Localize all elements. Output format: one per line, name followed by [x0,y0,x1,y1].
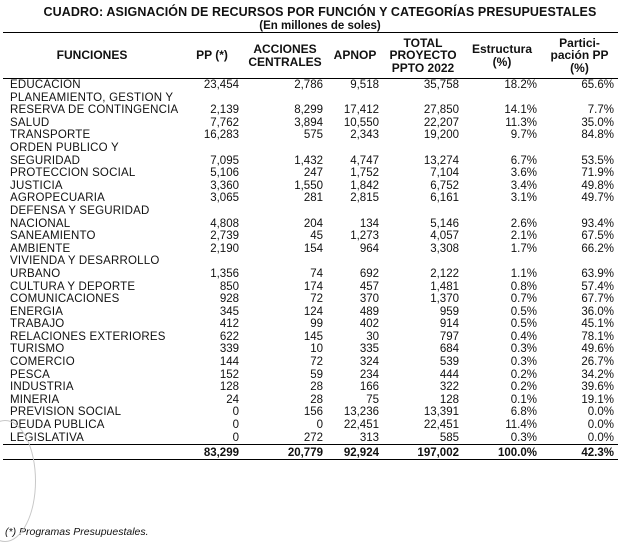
total-cell: 128 [439,393,459,406]
pp-cell: 3,065 [210,192,239,205]
apnop-cell: 324 [359,356,379,369]
table-row [3,142,618,167]
participacion-cell: 63.9% [581,267,614,280]
pp-cell: 7,095 [210,154,239,167]
apnop-cell: 10,550 [343,116,379,129]
apnop-cell: 489 [359,305,379,318]
apnop-cell: 75 [366,393,379,406]
table-row [3,318,618,331]
total-cell: 322 [439,381,459,394]
total-cell: 914 [439,318,459,331]
total-pp-cell: 83,299 [181,445,243,460]
footnote: (*) Programas Presupuestales. [5,526,149,538]
acciones-cell: 28 [310,381,323,394]
total-cell: 19,200 [423,129,459,142]
table-row [3,419,618,432]
apnop-cell: 134 [359,217,379,230]
function-name-cell: RELACIONES EXTERIORES [10,330,166,343]
participacion-cell: 7.7% [587,104,614,117]
participacion-cell: 57.4% [581,280,614,293]
pp-cell: 24 [226,393,239,406]
total-cell: 959 [439,305,459,318]
participacion-cell: 34.2% [581,368,614,381]
estructura-cell: 0.3% [510,356,537,369]
table-row [3,129,618,142]
participacion-cell: 49.6% [581,343,614,356]
acciones-cell: 124 [303,305,323,318]
total-cell: 797 [439,330,459,343]
pp-cell: 0 [232,406,239,419]
col-estructura: Estructura (%) [471,42,533,69]
function-name-cell: JUSTICIA [10,179,63,192]
total-cell: 1,481 [430,280,459,293]
table-row [3,92,618,117]
acciones-cell: 154 [303,242,323,255]
total-participacion-cell: 42.3% [541,445,618,460]
total-cell: 585 [439,431,459,444]
total-cell: 2,122 [430,267,459,280]
table-row [3,255,618,280]
function-name-cell: VIVIENDA Y DESARROLLO URBANO [10,255,160,280]
table-row [3,293,618,306]
apnop-cell: 335 [359,343,379,356]
apnop-cell: 313 [359,431,379,444]
participacion-cell: 0.0% [587,419,614,432]
table-row [3,180,618,193]
acciones-cell: 72 [310,356,323,369]
participacion-cell: 49.8% [581,179,614,192]
apnop-cell: 964 [359,242,379,255]
participacion-cell: 39.6% [581,381,614,394]
apnop-cell: 2,815 [350,192,379,205]
total-cell: 22,207 [423,116,459,129]
table-row [3,406,618,419]
function-name-cell: PREVISION SOCIAL [10,406,122,419]
total-total-cell: 197,002 [383,445,463,460]
table-row [3,167,618,180]
totals-row [3,445,618,460]
total-cell: 684 [439,343,459,356]
total-apnop-cell: 92,924 [327,445,383,460]
pp-cell: 2,139 [210,104,239,117]
function-name-cell: TRABAJO [10,318,65,331]
apnop-cell: 30 [366,330,379,343]
estructura-cell: 6.8% [510,406,537,419]
estructura-cell: 3.1% [510,192,537,205]
acciones-cell: 2,786 [294,79,323,91]
total-cell: 6,161 [430,192,459,205]
function-name-cell: COMERCIO [10,356,75,369]
table-row [3,394,618,407]
function-name-cell: DEFENSA Y SEGURIDAD NACIONAL [10,204,150,230]
table-row [3,117,618,130]
acciones-cell: 10 [310,343,323,356]
estructura-cell: 3.6% [510,167,537,180]
function-name-cell: COMUNICACIONES [10,293,120,306]
estructura-cell: 0.4% [510,330,537,343]
total-acciones-cell: 20,779 [243,445,327,460]
pp-cell: 7,762 [210,116,239,129]
estructura-cell: 0.5% [510,305,537,318]
total-cell: 13,274 [423,154,459,167]
estructura-cell: 0.7% [510,293,537,306]
table-row [3,381,618,394]
participacion-cell: 93.4% [581,217,614,230]
participacion-cell: 67.5% [581,230,614,243]
apnop-cell: 13,236 [343,406,379,419]
pp-cell: 16,283 [203,129,239,142]
col-pp: PP (*) [196,48,228,63]
table-header [3,33,618,79]
col-funciones: FUNCIONES [56,48,128,63]
acciones-cell: 28 [310,393,323,406]
acciones-cell: 74 [310,267,323,280]
participacion-cell: 49.7% [581,192,614,205]
budget-table [3,32,618,460]
apnop-cell: 2,343 [350,129,379,142]
total-cell: 22,451 [423,419,459,432]
function-name-cell: MINERIA [10,393,60,406]
acciones-cell: 145 [303,330,323,343]
apnop-cell: 9,518 [350,79,379,91]
function-name-cell: DEUDA PUBLICA [10,419,105,432]
apnop-cell: 22,451 [343,419,379,432]
function-name-cell: AMBIENTE [10,242,71,255]
function-name-cell: SALUD [10,116,50,129]
estructura-cell: 6.7% [510,154,537,167]
estructura-cell: 0.5% [510,318,537,331]
col-participacion: Partici-pación PP (%) [550,35,609,75]
acciones-cell: 45 [310,230,323,243]
total-cell: 5,146 [430,217,459,230]
acciones-cell: 8,299 [294,104,323,117]
apnop-cell: 1,842 [350,179,379,192]
function-name-cell: ENERGIA [10,305,64,318]
estructura-cell: 1.7% [510,242,537,255]
acciones-cell: 272 [303,431,323,444]
estructura-cell: 0.8% [510,280,537,293]
pp-cell: 5,106 [210,167,239,180]
participacion-cell: 35.0% [581,116,614,129]
total-cell: 444 [439,368,459,381]
apnop-cell: 1,273 [350,230,379,243]
acciones-cell: 0 [316,419,323,432]
acciones-cell: 156 [303,406,323,419]
participacion-cell: 19.1% [581,393,614,406]
function-name-cell: EDUCACION [10,79,81,91]
table-title: CUADRO: ASIGNACIÓN DE RECURSOS POR FUNCIÓN Y CATEGORÍAS PRESUPUESTALES [43,5,597,19]
pp-cell: 4,808 [210,217,239,230]
function-name-cell: TRANSPORTE [10,129,91,142]
acciones-cell: 575 [303,129,323,142]
total-cell: 35,758 [423,79,459,91]
pp-cell: 128 [219,381,239,394]
acciones-cell: 174 [303,280,323,293]
total-cell: 1,370 [430,293,459,306]
acciones-cell: 204 [303,217,323,230]
table-row [3,343,618,356]
estructura-cell: 11.3% [505,116,537,129]
pp-cell: 0 [232,431,239,444]
pp-cell: 23,454 [203,79,239,91]
acciones-cell: 3,894 [294,116,323,129]
estructura-cell: 0.2% [510,381,537,394]
pp-cell: 2,190 [210,242,239,255]
function-name-cell: PLANEAMIENTO, GESTION Y RESERVA DE CONTINGENCIA [10,91,179,117]
estructura-cell: 2.1% [510,230,537,243]
estructura-cell: 0.3% [510,431,537,444]
apnop-cell: 17,412 [343,104,379,117]
participacion-cell: 78.1% [581,330,614,343]
apnop-cell: 166 [359,381,379,394]
estructura-cell: 1.1% [510,267,537,280]
function-name-cell: TURISMO [10,343,65,356]
table-row [3,432,618,445]
pp-cell: 928 [219,293,239,306]
acciones-cell: 1,432 [294,154,323,167]
total-estructura-cell: 100.0% [463,445,541,460]
col-apnop: APNOP [333,48,377,63]
participacion-cell: 66.2% [581,242,614,255]
total-cell: 4,057 [430,230,459,243]
total-cell: 539 [439,356,459,369]
estructura-cell: 0.2% [510,368,537,381]
participacion-cell: 53.5% [581,154,614,167]
apnop-cell: 1,752 [350,167,379,180]
participacion-cell: 45.1% [581,318,614,331]
total-cell: 3,308 [430,242,459,255]
pp-cell: 412 [219,318,239,331]
participacion-cell: 26.7% [581,356,614,369]
pp-cell: 2,739 [210,230,239,243]
pp-cell: 850 [219,280,239,293]
total-cell: 6,752 [430,179,459,192]
total-cell: 13,391 [423,406,459,419]
estructura-cell: 0.3% [510,343,537,356]
estructura-cell: 18.2% [504,79,537,91]
col-total-proyecto: TOTAL PROYECTO PPTO 2022 [389,35,457,75]
table-row [3,79,618,92]
function-name-cell: LEGISLATIVA [10,431,84,444]
table-row [3,205,618,230]
table-row [3,331,618,344]
pp-cell: 0 [232,419,239,432]
acciones-cell: 72 [310,293,323,306]
participacion-cell: 71.9% [581,167,614,180]
apnop-cell: 4,747 [350,154,379,167]
apnop-cell: 370 [359,293,379,306]
pp-cell: 345 [219,305,239,318]
estructura-cell: 2.6% [510,217,537,230]
function-name-cell: AGROPECUARIA [10,192,106,205]
table-row [3,243,618,256]
function-name-cell: ORDEN PUBLICO Y SEGURIDAD [10,141,119,167]
apnop-cell: 234 [359,368,379,381]
acciones-cell: 59 [310,368,323,381]
pp-cell: 152 [219,368,239,381]
table-row [3,192,618,205]
total-cell: 7,104 [430,167,459,180]
table-row [3,356,618,369]
col-acciones-centrales: ACCIONES CENTRALES [248,42,322,69]
apnop-cell: 402 [359,318,379,331]
function-name-cell: INDUSTRIA [10,381,74,394]
table-body [3,79,618,460]
estructura-cell: 11.4% [505,419,537,432]
pp-cell: 1,356 [210,267,239,280]
function-name-cell: PESCA [10,368,50,381]
acciones-cell: 99 [310,318,323,331]
table-row [3,369,618,382]
acciones-cell: 1,550 [294,179,323,192]
pp-cell: 622 [219,330,239,343]
table-row [3,306,618,319]
participacion-cell: 84.8% [581,129,614,142]
table-row [3,281,618,294]
estructura-cell: 0.1% [510,393,537,406]
estructura-cell: 14.1% [504,104,537,117]
estructura-cell: 3.4% [510,179,537,192]
total-cell: 27,850 [423,104,459,117]
participacion-cell: 0.0% [587,406,614,419]
participacion-cell: 36.0% [581,305,614,318]
participacion-cell: 65.6% [581,79,614,91]
apnop-cell: 457 [359,280,379,293]
table-row [3,230,618,243]
function-name-cell: CULTURA Y DEPORTE [10,280,136,293]
pp-cell: 3,360 [210,179,239,192]
acciones-cell: 247 [303,167,323,180]
estructura-cell: 9.7% [510,129,537,142]
table-subtitle: (En millones de soles) [259,20,381,32]
acciones-cell: 281 [303,192,323,205]
pp-cell: 144 [219,356,239,369]
participacion-cell: 67.7% [581,293,614,306]
pp-cell: 339 [219,343,239,356]
function-name-cell: PROTECCION SOCIAL [10,167,136,180]
apnop-cell: 692 [359,267,379,280]
participacion-cell: 0.0% [587,431,614,444]
function-name-cell: SANEAMIENTO [10,230,96,243]
